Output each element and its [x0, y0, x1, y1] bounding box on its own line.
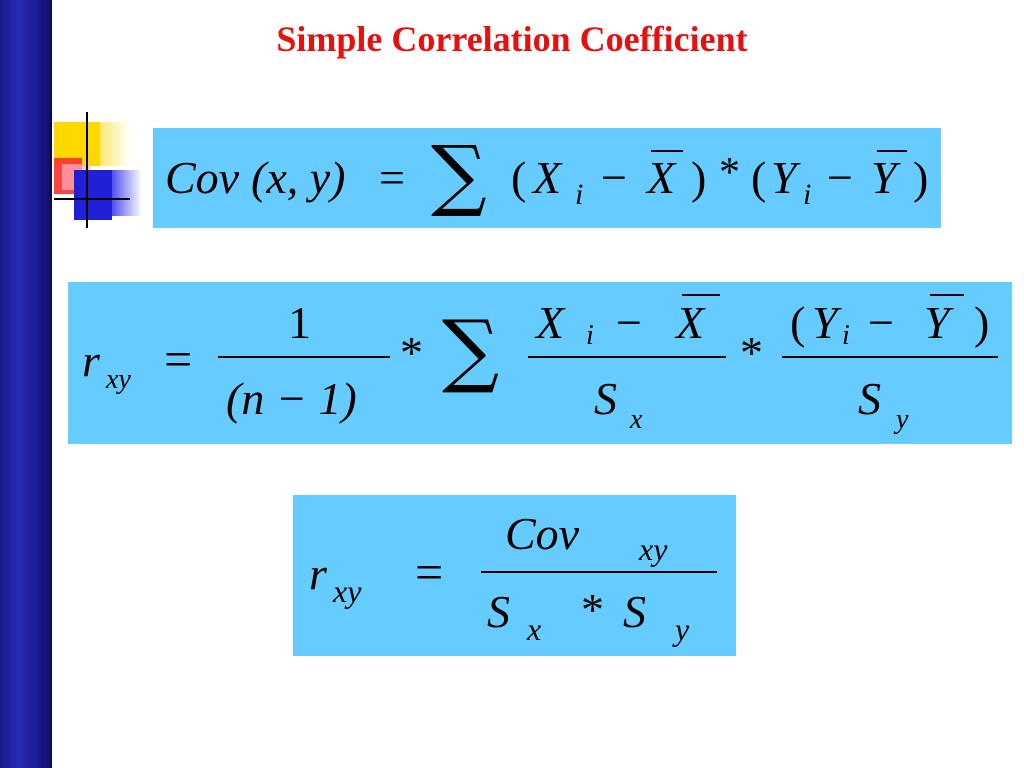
horizontal-line — [54, 198, 130, 200]
subscript-i-2: i — [803, 178, 812, 211]
x-bar-overline — [682, 294, 720, 296]
subscript-i-1: i — [575, 178, 584, 211]
s-y-subscript: y — [896, 404, 909, 435]
y-bar: Y — [871, 152, 897, 203]
sum-symbol: ∑ — [431, 130, 487, 220]
correlation-cov-formula — [293, 495, 736, 656]
subscript-i-x: i — [586, 320, 594, 351]
minus-sign-1: − — [601, 152, 627, 203]
minus-sign-x: − — [616, 297, 642, 348]
blue-square — [74, 170, 112, 220]
s-x-subscript: x — [527, 611, 542, 647]
fraction-bar — [481, 571, 717, 573]
fraction-bar-2 — [528, 356, 726, 358]
yellow-square-fade — [100, 122, 130, 166]
times-sign: * — [581, 584, 604, 635]
numerator-y-i: Y — [812, 297, 838, 348]
x-bar: X — [647, 152, 676, 203]
s-x: S — [594, 373, 617, 424]
x-bar: X — [676, 297, 705, 348]
y-bar-overline — [930, 294, 964, 296]
minus-sign-2: − — [827, 152, 853, 203]
open-paren-2: ( — [751, 152, 767, 203]
cov-label: Cov — [505, 508, 580, 559]
fraction-bar-3 — [782, 356, 998, 358]
fraction-numerator-one: 1 — [288, 297, 311, 348]
close-paren-1: ) — [691, 152, 707, 203]
s-x-subscript: x — [630, 404, 643, 435]
covariance-formula — [153, 128, 941, 228]
minus-sign-y: − — [868, 297, 894, 348]
cov-args: (x, y) — [251, 152, 346, 203]
blue-square-fade — [112, 170, 142, 216]
s-y: S — [623, 586, 646, 637]
close-paren-y: ) — [974, 297, 990, 348]
r-label: r — [309, 548, 327, 599]
open-paren-y: ( — [790, 297, 806, 348]
cov-subscript-xy: xy — [639, 531, 668, 567]
s-y: S — [858, 373, 881, 424]
numerator-x-i: X — [536, 297, 565, 348]
vertical-line — [86, 112, 88, 228]
correlation-sum-formula — [68, 282, 1012, 444]
equals-sign: = — [164, 331, 193, 387]
s-x: S — [487, 586, 510, 637]
sum-symbol: ∑ — [442, 303, 500, 396]
open-paren-1: ( — [511, 152, 527, 203]
r-label: r — [82, 335, 100, 386]
times-sign-1: * — [400, 327, 423, 378]
x-i: X — [533, 152, 562, 203]
y-bar: Y — [924, 297, 950, 348]
r-subscript-xy: xy — [106, 364, 131, 395]
times-sign-2: * — [740, 327, 763, 378]
fraction-bar-1 — [218, 356, 390, 358]
equals-sign: = — [415, 544, 444, 600]
subscript-i-y: i — [842, 320, 850, 351]
slide-title: Simple Correlation Coefficient — [276, 19, 748, 59]
fraction-denominator: (n − 1) — [226, 373, 357, 424]
r-subscript-xy: xy — [333, 573, 362, 609]
close-paren-2: ) — [913, 152, 929, 203]
equals-sign: = — [379, 152, 405, 203]
left-sidebar-bar — [0, 0, 52, 768]
cov-label: Cov — [165, 152, 240, 203]
times-sign: * — [719, 150, 740, 196]
s-y-subscript: y — [675, 611, 690, 647]
y-i: Y — [771, 152, 797, 203]
